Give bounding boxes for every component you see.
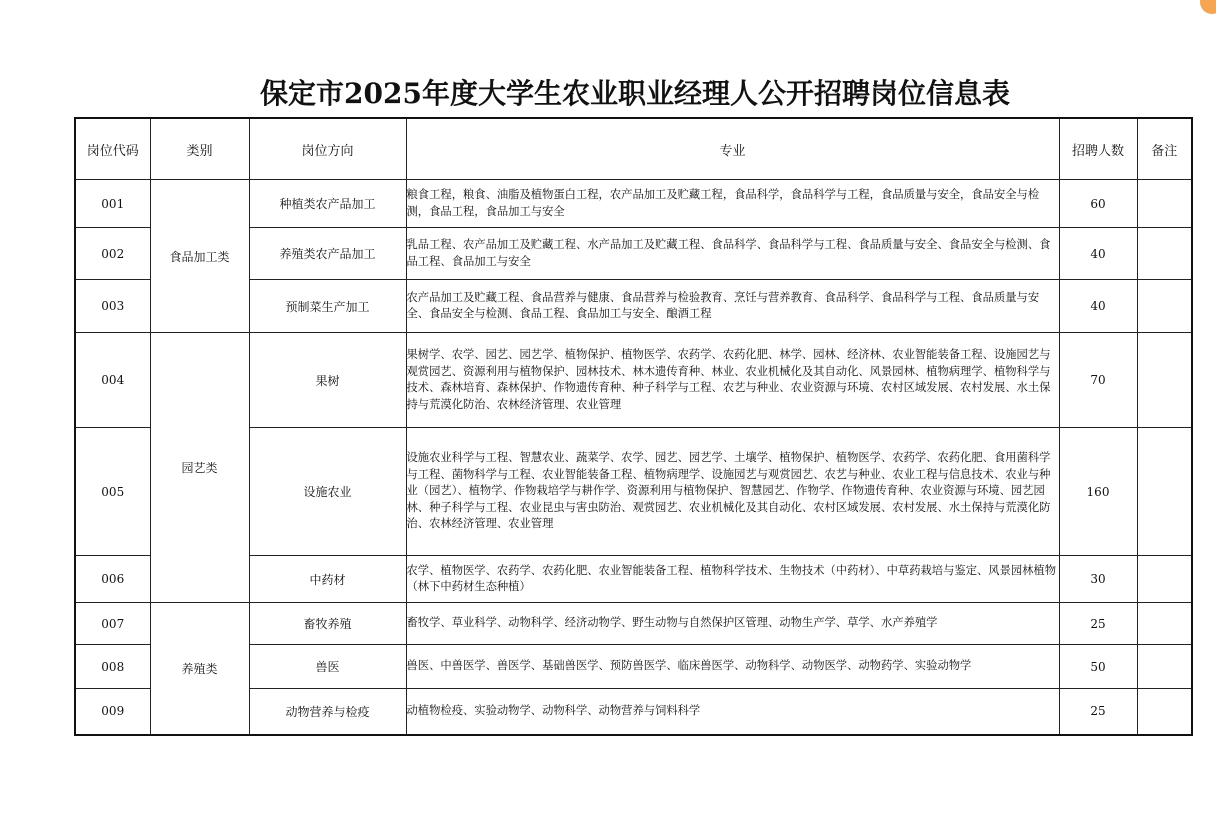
corner-notification-dot (1200, 0, 1216, 14)
category-cell: 园艺类 (150, 333, 249, 603)
header-direction: 岗位方向 (249, 118, 406, 180)
job-positions-table (74, 117, 1193, 736)
hire-count: 50 (1059, 645, 1137, 689)
header-count: 招聘人数 (1059, 118, 1137, 180)
major-list: 兽医、中兽医学、兽医学、基础兽医学、预防兽医学、临床兽医学、动物科学、动物医学、动物药学、实验动物学 (406, 645, 1059, 689)
position-code: 004 (75, 333, 150, 428)
category-cell: 食品加工类 (150, 180, 249, 333)
major-list: 果树学、农学、园艺、园艺学、植物保护、植物医学、农药学、农药化肥、林学、园林、经济林、农业智能装备工程、设施园艺与观赏园艺、资源利用与植物保护、园林技术、林木遗传育种、林业、农业机械化及其自动化、风景园林、植物病理学、植物科学与技术、森林培育、森林保护、作物遗传育种、种子科学与工程、农艺与种业、农业资源与环境、农村区域发展、农村发展、水土保持与荒漠化防治、农林经济管理、农业管理 (406, 333, 1059, 428)
remark-cell (1137, 603, 1192, 645)
header-category: 类别 (150, 118, 249, 180)
remark-cell (1137, 228, 1192, 280)
position-code: 001 (75, 180, 150, 228)
category-cell: 养殖类 (150, 603, 249, 735)
position-code: 002 (75, 228, 150, 280)
position-code: 009 (75, 689, 150, 735)
position-direction: 兽医 (249, 645, 406, 689)
remark-cell (1137, 645, 1192, 689)
hire-count: 160 (1059, 428, 1137, 556)
position-direction: 预制菜生产加工 (249, 280, 406, 333)
header-code: 岗位代码 (75, 118, 150, 180)
position-direction: 畜牧养殖 (249, 603, 406, 645)
major-list: 农学、植物医学、农药学、农药化肥、农业智能装备工程、植物科学技术、生物技术（中药材）、中草药栽培与鉴定、风景园林植物（林下中药材生态种植） (406, 556, 1059, 603)
remark-cell (1137, 280, 1192, 333)
position-code: 003 (75, 280, 150, 333)
hire-count: 25 (1059, 603, 1137, 645)
remark-cell (1137, 428, 1192, 556)
position-direction: 设施农业 (249, 428, 406, 556)
hire-count: 25 (1059, 689, 1137, 735)
hire-count: 40 (1059, 228, 1137, 280)
position-direction: 中药材 (249, 556, 406, 603)
position-direction: 动物营养与检疫 (249, 689, 406, 735)
table-header-row (75, 118, 1192, 180)
table-row (75, 180, 1192, 228)
hire-count: 60 (1059, 180, 1137, 228)
hire-count: 40 (1059, 280, 1137, 333)
position-direction: 养殖类农产品加工 (249, 228, 406, 280)
remark-cell (1137, 180, 1192, 228)
position-code: 006 (75, 556, 150, 603)
major-list: 农产品加工及贮藏工程、食品营养与健康、食品营养与检验教育、烹饪与营养教育、食品科学、食品科学与工程、食品质量与安全、食品安全与检测、食品工程、食品加工与安全、酿酒工程 (406, 280, 1059, 333)
major-list: 乳品工程、农产品加工及贮藏工程、水产品加工及贮藏工程、食品科学、食品科学与工程、食品质量与安全、食品安全与检测、食品工程、食品加工与安全 (406, 228, 1059, 280)
position-code: 008 (75, 645, 150, 689)
hire-count: 30 (1059, 556, 1137, 603)
table-row (75, 333, 1192, 428)
position-code: 005 (75, 428, 150, 556)
major-list: 设施农业科学与工程、智慧农业、蔬菜学、农学、园艺、园艺学、土壤学、植物保护、植物医学、农药学、农药化肥、食用菌科学与工程、菌物科学与工程、农业智能装备工程、植物病理学、设施园艺与观赏园艺、农艺与种业、农业工程与信息技术、农业与种业（园艺）、植物学、作物栽培学与耕作学、资源利用与植物保护、智慧园艺、作物学、作物遗传育种、农业资源与环境、园艺园林、种子科学与工程、农业昆虫与害虫防治、观赏园艺、农业机械化及其自动化、农村区域发展、农村发展、水土保持与荒漠化防治、农林经济管理、农业管理 (406, 428, 1059, 556)
remark-cell (1137, 333, 1192, 428)
position-code: 007 (75, 603, 150, 645)
position-direction: 种植类农产品加工 (249, 180, 406, 228)
document-title: 保定市2025年度大学生农业职业经理人公开招聘岗位信息表 (260, 77, 1010, 110)
remark-cell (1137, 556, 1192, 603)
position-direction: 果树 (249, 333, 406, 428)
header-major: 专业 (406, 118, 1059, 180)
major-list: 动植物检疫、实验动物学、动物科学、动物营养与饲料科学 (406, 689, 1059, 735)
major-list: 粮食工程，粮食、油脂及植物蛋白工程，农产品加工及贮藏工程，食品科学，食品科学与工程，食品质量与安全，食品安全与检测，食品工程，食品加工与安全 (406, 180, 1059, 228)
remark-cell (1137, 689, 1192, 735)
table-row (75, 603, 1192, 645)
major-list: 畜牧学、草业科学、动物科学、经济动物学、野生动物与自然保护区管理、动物生产学、草学、水产养殖学 (406, 603, 1059, 645)
hire-count: 70 (1059, 333, 1137, 428)
header-remark: 备注 (1137, 118, 1192, 180)
